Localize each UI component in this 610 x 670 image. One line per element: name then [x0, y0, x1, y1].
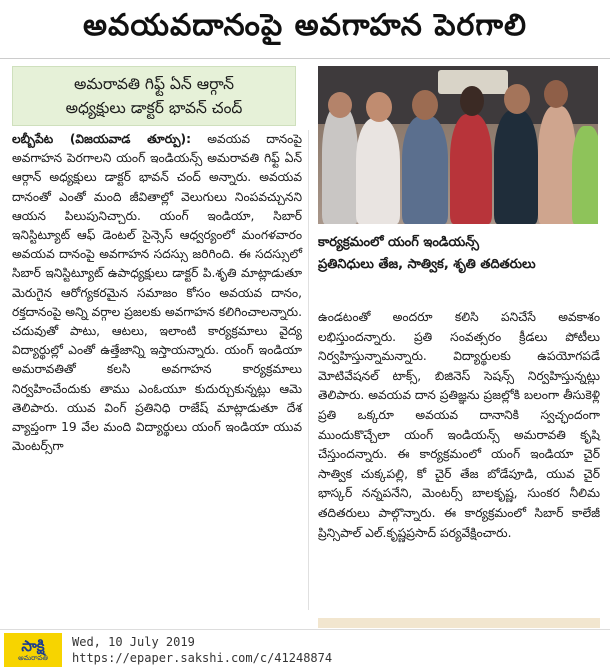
dateline: లబ్బీపేట (విజయవాడ తూర్పు): — [12, 132, 191, 146]
article-left-column — [12, 130, 302, 456]
left-column-body: అవయవ దానంపై అవగాహన పెరగాలని యంగ్ ఇండియన్స్ అమరావతి గిఫ్ట్ ఏన్ ఆర్గాన్ అధ్యక్షులు డాక్టర్ భావన్ చంద్ అన్నారు. అవయవ దానంతో ఎంతో మంది జీవితాల్లో వెలుగులు నింపవచ్చునని ఆయన పిలుపునిచ్చారు. యంగ్ ఇండియా, సిబార్ ఇనిస్టిట్యూట్ ఆఫ్ డెంటల్ సైన్సెస్ ఆధ్వర్యంలో మంగళవారం అవయవ దానంపై అవగాహన సదస్సు జరిగింది. ఈ సదస్సులో సిబార్ ఇనిస్టిట్యూట్ ఉపాధ్యక్షులు డాక్టర్ పి.శృతి మాట్లాడుతూ మెరుగైన ఆరోగ్యకరమైన సమాజం కోసం అవయవ దానం, రక్తదానంపై అన్ని వర్గాల ప్రజలకు అవగాహన కలిగించాలన్నారు. చదువుతో పాటు, ఆటలు, ఇలాంటి కార్యక్రమాలు వైద్య విద్యార్థుల్లో ఎంతో ఉత్తేజాన్ని ఇస్తాయన్నారు. యంగ్ ఇండియా అమరావతితో కలసి అవగాహన కార్యక్రమాలు నిర్వహించేందుకు తాము ఎంఓయూ కుదుర్చుకున్నట్లు ఆమె తెలిపారు. యువ వింగ్ ప్రతినిధి రాజేష్ మాట్లాడుతూ దేశ వ్యాప్తంగా 19 వేల మంది విద్యార్థులు యంగ్ ఇండియా యువ మెంటర్స్‌గా — [12, 132, 303, 454]
article-headline: అవయవదానంపై అవగాహన పెరగాలి — [0, 0, 610, 59]
column-divider — [308, 130, 309, 610]
subheading-line-1: అమరావతి గిఫ్ట్ ఏన్ ఆర్గాన్ — [74, 75, 234, 93]
epaper-footer — [0, 629, 610, 670]
next-article-strip — [318, 618, 600, 628]
epaper-url-link[interactable]: https://epaper.sakshi.com/c/41248874 — [72, 651, 333, 665]
article-subheading — [12, 66, 296, 126]
subheading-line-2: అధ్యక్షులు డాక్టర్ భావన్ చంద్ — [65, 99, 243, 117]
right-column-body: ఉండటంతో అందరూ కలిసి పనిచేసే అవకాశం లభిస్తుందన్నారు. ప్రతి సంవత్సరం క్రీడలు పోటీలు నిర్వహిస్తున్నామన్నారు. విద్యార్థులకు ఉపయోగపడే మోటివేషనల్ టాక్స్, బిజినెస్ సెషన్స్ నిర్వహిస్తున్నట్లు తెలిపారు. అవయవ దాన ప్రతిజ్ఞను ప్రజల్లోకి బలంగా తీసుకెళ్లి ప్రతి ఒక్కరూ అవయవ దానానికి స్వచ్ఛందంగా ముందుకొచ్చేలా యంగ్ ఇండియన్స్ అమరావతి కృషి చేస్తుందన్నారు. ఈ కార్యక్రమంలో యంగ్ ఇండియా చైర్ సాత్విక చుక్కపల్లి, కో చైర్ తేజ బోడేపూడి, యువ చైర్ భాస్కర్ నన్నపనేని, మెంటర్స్ బాలకృష్ణ, సుంకర నీలిమ తదితరులు పాల్గొన్నారు. ఈ కార్యక్రమంలో సిబార్ కాలేజీ ప్రిన్సిపాల్ ఎల్.కృష్ణప్రసాద్ పర్యవేక్షించారు. — [318, 310, 600, 540]
photo-caption-line-1: కార్యక్రమంలో యంగ్ ఇండియన్స్ — [318, 235, 480, 250]
article-right-column — [318, 308, 600, 543]
edition-date: Wed, 10 July 2019 — [72, 635, 195, 649]
photo-caption-line-2: ప్రతినిధులు తేజ, సాత్విక, శృతి తదితరులు — [318, 257, 536, 272]
article-photo — [318, 66, 598, 224]
photo-caption — [318, 228, 598, 304]
footer-info — [72, 634, 332, 666]
sakshi-logo: సాక్షి అమరావతి — [4, 633, 62, 667]
